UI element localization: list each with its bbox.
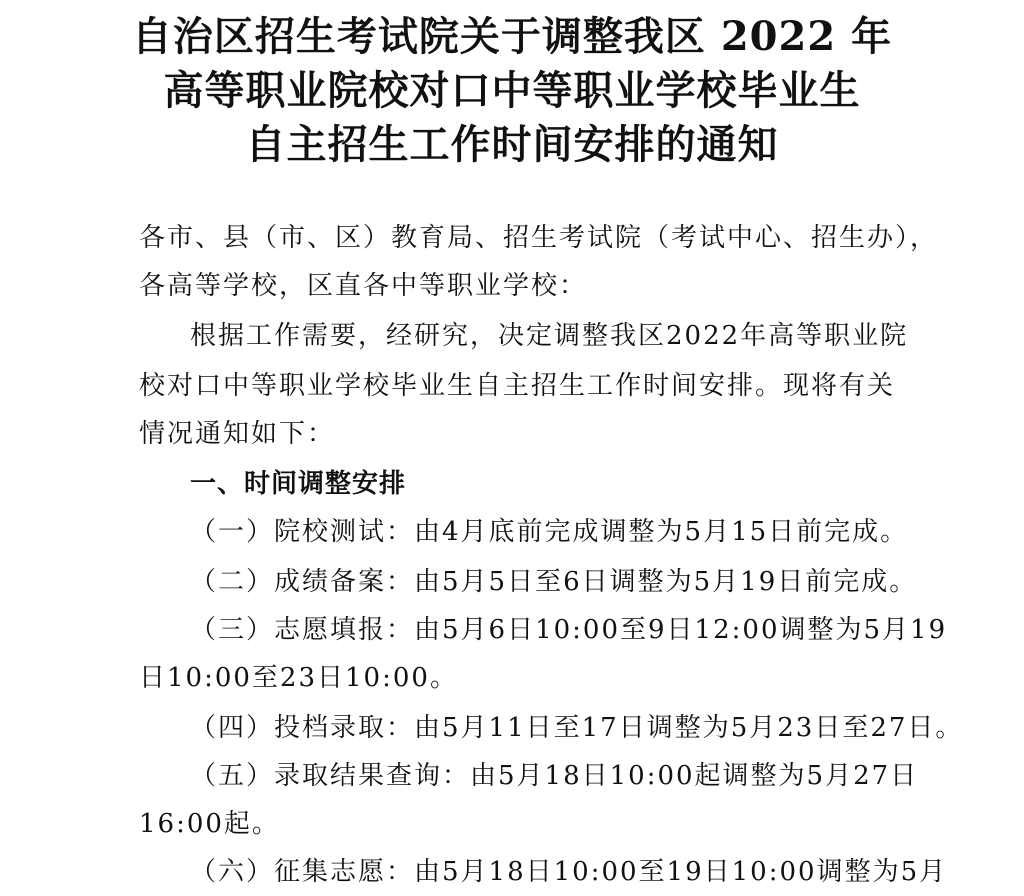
item-4: （四）投档录取：由5月11日至17日调整为5月23日至27日。 (190, 713, 964, 743)
intro-line-1: 根据工作需要，经研究，决定调整我区2022年高等职业院 (190, 321, 909, 351)
document-title-line-3: 自主招生工作时间安排的通知 (245, 121, 779, 168)
item-3-line-1: （三）志愿填报：由5月6日10:00至9日12:00调整为5月19 (190, 615, 948, 645)
item-3-line-2: 日10:00至23日10:00。 (139, 663, 458, 693)
item-5-line-1: （五）录取结果查询：由5月18日10:00起调整为5月27日 (190, 761, 919, 791)
section-heading: 一、时间调整安排 (190, 469, 407, 499)
item-6-line-1: （六）征集志愿：由5月18日10:00至19日10:00调整为5月 (190, 857, 948, 887)
item-1: （一）院校测试：由4月底前完成调整为5月15日前完成。 (190, 517, 909, 547)
intro-line-3: 情况通知如下： (139, 419, 336, 449)
addressee-line-2: 各高等学校，区直各中等职业学校： (139, 271, 588, 301)
document-title-line-1: 自治区招生考试院关于调整我区 2022 年 (131, 13, 893, 60)
intro-line-2: 校对口中等职业学校毕业生自主招生工作时间安排。现将有关 (139, 371, 896, 401)
document-title-line-2: 高等职业院校对口中等职业学校毕业生 (163, 67, 861, 114)
item-5-line-2: 16:00起。 (139, 809, 280, 839)
addressee-line-1: 各市、县（市、区）教育局、招生考试院（考试中心、招生办）， (139, 223, 939, 253)
item-2: （二）成绩备案：由5月5日至6日调整为5月19日前完成。 (190, 567, 918, 597)
